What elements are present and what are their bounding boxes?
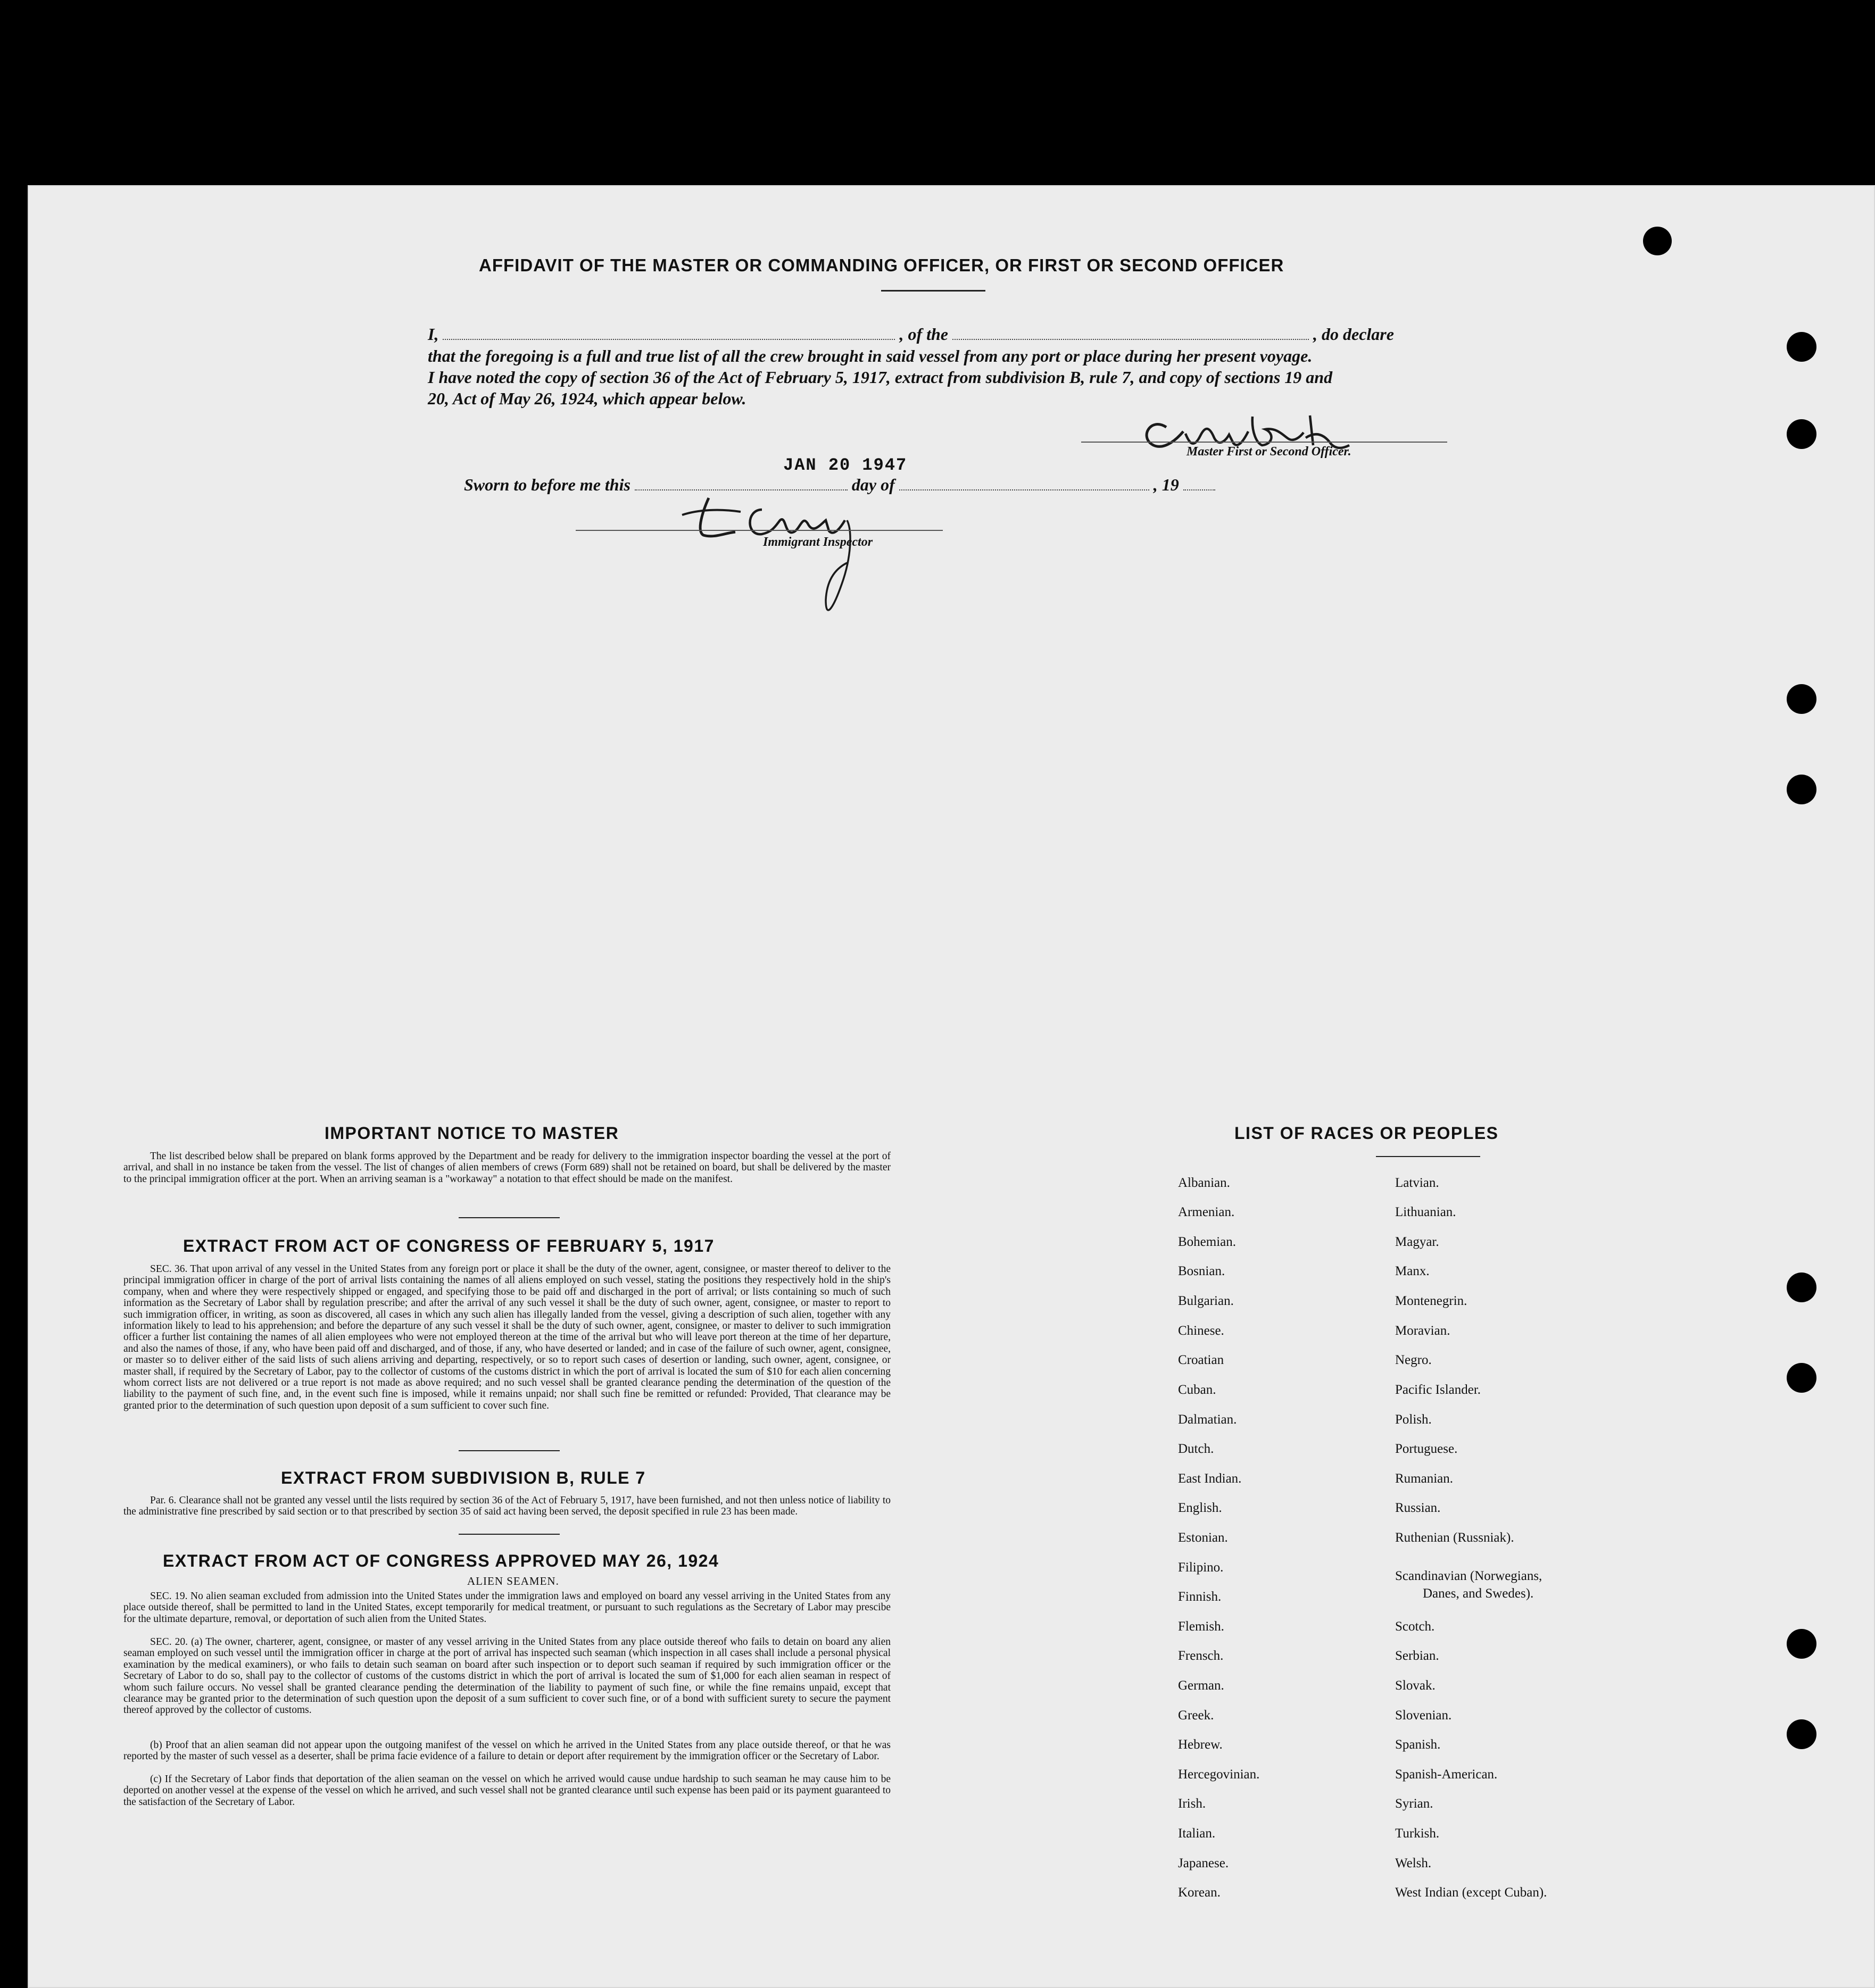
declarant-name-field [443,325,895,340]
race-item: Lithuanian. [1395,1205,1456,1219]
of-the-label: , of the [899,325,948,344]
races-divider [1376,1156,1480,1157]
inspector-label: Immigrant Inspector [763,535,873,549]
race-item: Magyar. [1395,1235,1439,1249]
race-item: Irish. [1178,1796,1206,1811]
sworn-text: Sworn to before me this [464,475,630,494]
race-item: Danes, and Swedes). [1423,1586,1534,1601]
race-item: Slovak. [1395,1678,1436,1693]
affidavit-line-4: 20, Act of May 26, 1924, which appear below. [428,389,746,408]
race-item: Japanese. [1178,1856,1229,1870]
race-item: Dalmatian. [1178,1412,1237,1427]
race-item: Bohemian. [1178,1235,1237,1249]
sec20c-text: (c) If the Secretary of Labor finds that deportation of the alien seaman on the vessel on which he arrived would cause undue hardship to such seaman he may cause him to be deported on another vessel at the expense of the vessel on which he arrived, and such vessel shall not be granted clearance until such expense has been paid or its payment guaranteed to the satisfaction of the Secretary of Labor. [123,1774,891,1808]
sworn-line [464,475,1215,495]
race-item: Bosnian. [1178,1264,1225,1278]
race-item: Greek. [1178,1708,1214,1723]
punch-hole [1787,775,1816,804]
affidavit-line-1 [428,325,1394,344]
race-item: West Indian (except Cuban). [1395,1885,1547,1900]
race-item: Latvian. [1395,1176,1439,1190]
declare-label: , do declare [1313,325,1394,344]
form-page [28,185,1875,1988]
race-item: Rumanian. [1395,1471,1454,1486]
race-item: Spanish. [1395,1737,1441,1752]
extract-1917-title: EXTRACT FROM ACT OF CONGRESS OF FEBRUARY 5, 1917 [183,1236,715,1255]
notice-text: The list described below shall be prepared on blank forms approved by the Department and be ready for delivery to the immigration inspector boarding the vessel at the port of arrival, and shall in no instance be taken from the vessel. The list of changes of alien members of crews (Form 689) shall not be retained on board, but shall be delivered by the master to the principal immigration officer at the port. When an arriving seaman is a "workaway" a notation to that effect should be made on the manifest. [123,1151,891,1185]
race-item: Pacific Islander. [1395,1383,1481,1397]
race-item: Estonian. [1178,1530,1228,1545]
race-item: German. [1178,1678,1224,1693]
race-item: Scandinavian (Norwegians, [1395,1569,1542,1583]
race-item: Hercegovinian. [1178,1767,1260,1782]
sec20a-text: SEC. 20. (a) The owner, charterer, agent, consignee, or master of any vessel arriving in the United States from any place outside thereof who fails to detain on board any alien seaman employed on such vessel until the immigration officer in charge at the port of arrival has inspected such seaman (which inspection in all cases shall include a personal physical examination by the medical examiners), or who fails to detain such seaman on board after such inspection or to deport such seaman if required by such immigration officer or the Secretary of Labor to do so, shall pay to the collector of customs of the customs district in which the port of arrival is located the sum of $1,000 for each alien seaman in respect of whom such failure occurs. No vessel shall be granted clearance pending the determination of the liability to payment of such fine, or while the fine remains unpaid, except that clearance may be granted prior to the determination of such question upon the deposit of a sum sufficient to cover such fine, or of a bond with sufficient surety to secure the payment thereof approved by the collector of customs. [123,1636,891,1716]
race-item: Manx. [1395,1264,1430,1278]
race-item: Negro. [1395,1353,1432,1367]
sworn-day-field [635,476,848,490]
race-item: Moravian. [1395,1324,1450,1338]
race-item: Spanish-American. [1395,1767,1498,1782]
inspector-signature [666,494,879,627]
alien-seamen-subtitle: ALIEN SEAMEN. [467,1575,559,1587]
race-item: Chinese. [1178,1324,1224,1338]
punch-hole [1787,1363,1816,1393]
affidavit-title: AFFIDAVIT OF THE MASTER OR COMMANDING OFFICER, OR FIRST OR SECOND OFFICER [479,255,1284,275]
affidavit-line-3: I have noted the copy of section 36 of the Act of February 5, 1917, extract from subdivision B, rule 7, and copy of sections 19 and [428,368,1333,387]
punch-hole [1787,684,1816,714]
race-item: Cuban. [1178,1383,1216,1397]
section-divider [459,1217,560,1218]
race-item: Armenian. [1178,1205,1235,1219]
race-item: Frensch. [1178,1649,1224,1663]
rule7-title: EXTRACT FROM SUBDIVISION B, RULE 7 [281,1468,646,1487]
race-item: Italian. [1178,1826,1216,1841]
race-item: Bulgarian. [1178,1294,1234,1308]
officer-signature-line [1081,442,1447,443]
sec19-text: SEC. 19. No alien seaman excluded from admission into the United States under the immigration laws and employed on board any vessel arriving in the United States from any place outside thereof, shall be permitted to land in the United States, except temporarily for medical treatment, or pursuant to such regulations as the Secretary of Labor may prescibe for the ultimate departure, removal, or deportation of such alien from the United States. [123,1591,891,1625]
race-item: Finnish. [1178,1590,1222,1604]
title-divider [881,290,985,292]
race-item: Scotch. [1395,1619,1435,1634]
section-divider [459,1450,560,1451]
sworn-month-field [899,476,1149,490]
affidavit-line-2: that the foregoing is a full and true list of all the crew brought in said vessel from any port or place during her present voyage. [428,346,1313,365]
notice-title: IMPORTANT NOTICE TO MASTER [325,1124,619,1143]
races-title: LIST OF RACES OR PEOPLES [1234,1124,1499,1143]
punch-hole [1787,1629,1816,1659]
punch-hole [1787,419,1816,449]
race-item: Korean. [1178,1885,1221,1900]
race-item: English. [1178,1501,1222,1515]
race-item: Hebrew. [1178,1737,1223,1752]
race-item: Russian. [1395,1501,1441,1515]
day-of-label: day of [851,475,895,494]
rule7-text: Par. 6. Clearance shall not be granted any vessel until the lists required by section 36 of the Act of February 5, 1917, have been furnished, and not then unless notice of liability to the administrative fine prescribed by said section or to that prescribed by section 35 of said act having been served, the deposit specified in rule 23 has been made. [123,1495,891,1518]
race-item: Dutch. [1178,1442,1214,1456]
race-item: East Indian. [1178,1471,1242,1486]
race-item: Serbian. [1395,1649,1439,1663]
punch-hole [1787,332,1816,362]
sworn-year-field [1183,476,1215,490]
race-item: Albanian. [1178,1176,1230,1190]
sec20b-text: (b) Proof that an alien seaman did not appear upon the outgoing manifest of the vessel on which he arrived in the United States from any place outside thereof, or that he was reported by the master of such vessel as a deserter, shall be prima facie evidence of a failure to detain or deport after requirement by the immigration officer or the Secretary of Labor. [123,1740,891,1762]
declarant-label: I, [428,325,439,344]
extract-1917-text: SEC. 36. That upon arrival of any vessel in the United States from any foreign port or place it shall be the duty of the owner, agent, consignee, or master thereof to deliver to the principal immigration officer in charge of the port of arrival lists containing the names of all aliens employed on such vessel, stating the positions they respectively hold in the ship's company, when and where they were respectively shipped or engaged, and specifying those to be paid off and discharged in the port of arrival; or lists containing so much of such information as the Secretary of Labor shall by regulation prescribe; and after the arrival of any such vessel it shall be the duty of such owner, agent, consignee, or master to report to such immigration officer, in writing, as soon as discovered, all cases in which any such alien has illegally landed from the vessel, giving a description of such alien, together with any information likely to lead to his apprehension; and before the departure of any such vessel it shall be the duty of such owner, agent, consignee, or master to deliver to such immigration officer a further list containing the names of all alien employees who were not employed thereon at the time of the arrival but who will leave port thereon at the time of her departure, and also the names of those, if any, who have been paid off and discharged, and of those, if any, who have deserted or landed; and in case of the failure of such owner, agent, consignee, or master so to deliver either of the said lists of such aliens arriving and departing, respectively, or so to report such cases of desertion or landing, such owner, agent, consignee, or master shall, if required by the Secretary of Labor, pay to the collector of customs of the customs district in which the port of arrival is located the sum of $10 for each alien concerning whom correct lists are not delivered or a true report is not made as above required; and no such vessel shall be granted clearance pending the determination of the question of the liability to the payment of such fine, and, in the event such fine is imposed, while it remains unpaid; nor shall such fine be remitted or refunded: Provided, That clearance may be granted prior to the determination of such question upon deposit of a sum sufficient to cover such fine. [123,1263,891,1411]
officer-label: Master First or Second Officer. [1187,445,1351,459]
date-stamp: JAN 20 1947 [783,455,908,475]
punch-hole [1643,227,1672,255]
race-item: Montenegrin. [1395,1294,1467,1308]
race-item: Croatian [1178,1353,1224,1367]
race-item: Slovenian. [1395,1708,1452,1723]
inspector-signature-line [576,530,943,531]
race-item: Ruthenian (Russniak). [1395,1530,1514,1545]
year-prefix: , 19 [1153,475,1179,494]
race-item: Flemish. [1178,1619,1224,1634]
race-item: Polish. [1395,1412,1432,1427]
race-item: Welsh. [1395,1856,1432,1870]
section-divider [459,1534,560,1535]
race-item: Turkish. [1395,1826,1440,1841]
punch-hole [1787,1719,1816,1749]
race-item: Portuguese. [1395,1442,1458,1456]
race-item: Syrian. [1395,1796,1433,1811]
race-item: Filipino. [1178,1560,1224,1575]
punch-hole [1787,1272,1816,1302]
extract-1924-title: EXTRACT FROM ACT OF CONGRESS APPROVED MAY 26, 1924 [163,1551,719,1570]
vessel-name-field [952,325,1309,340]
